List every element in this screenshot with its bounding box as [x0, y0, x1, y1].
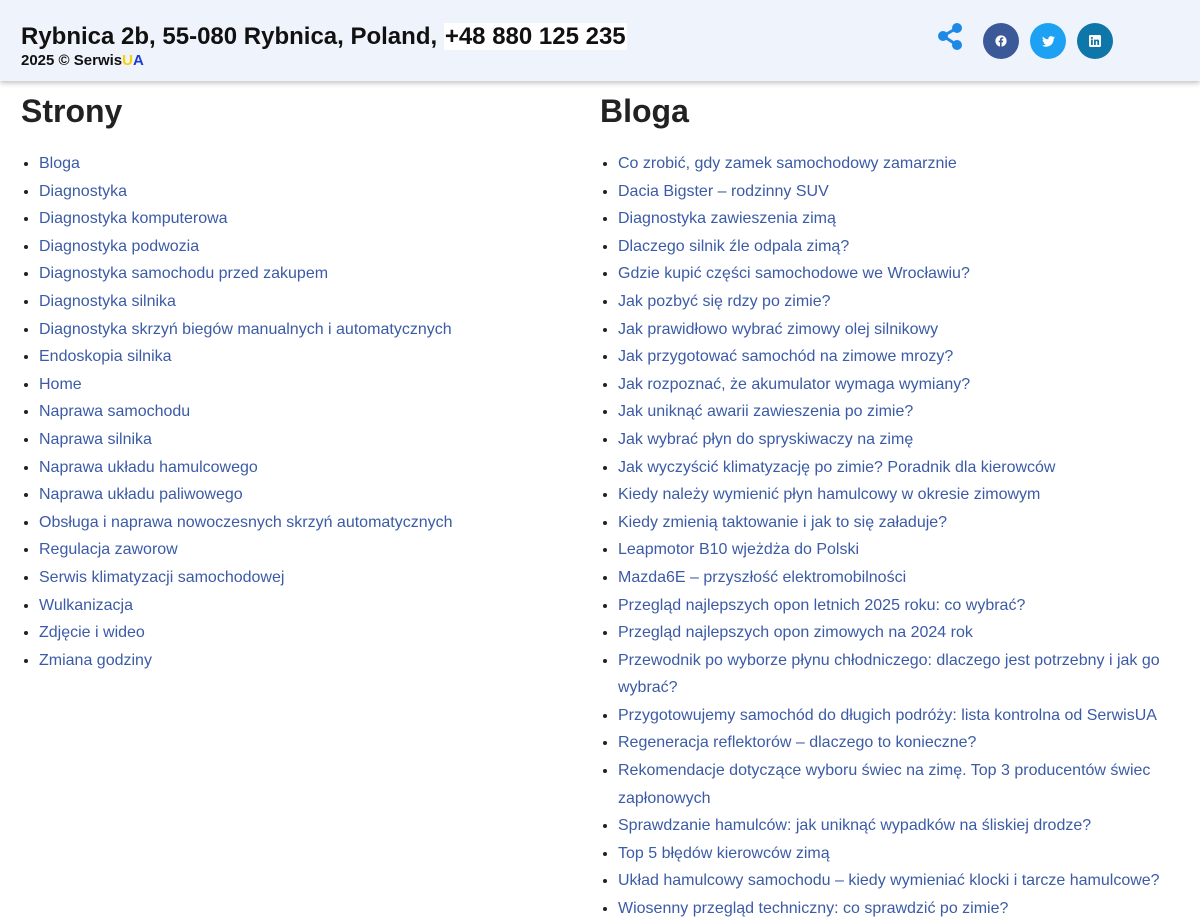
blog-post-list-item	[618, 647, 1190, 702]
blog-post-list-item	[618, 757, 1190, 812]
contact-address	[21, 23, 627, 51]
blog-post-list-item	[618, 398, 1190, 426]
page-list-item	[39, 178, 581, 206]
page-list-item	[39, 288, 581, 316]
blog-post-link[interactable]: Kiedy zmienią taktowanie i jak to się załaduje?	[618, 513, 948, 531]
blog-post-link[interactable]: Kiedy należy wymienić płyn hamulcowy w okresie zimowym	[618, 486, 1041, 504]
page-list-item	[39, 205, 581, 233]
page-link[interactable]: Bloga	[39, 155, 80, 172]
page-link[interactable]: Diagnostyka	[39, 182, 128, 200]
blog-post-list-item	[618, 895, 1190, 923]
blog-post-list-item	[618, 812, 1190, 840]
address-text: Rybnica 2b, 55-080 Rybnica, Poland,	[21, 23, 444, 50]
page-link[interactable]: Zmiana godziny	[39, 651, 152, 669]
blog-post-link[interactable]: Przegląd najlepszych opon letnich 2025 roku: co wybrać?	[618, 596, 1026, 614]
linkedin-share-button[interactable]	[1077, 23, 1113, 59]
pages-list	[21, 150, 581, 674]
blog-post-list-item	[618, 233, 1190, 261]
page-list-item	[39, 564, 581, 592]
blog-post-list-item	[618, 426, 1190, 454]
blog-post-list-item	[618, 536, 1190, 564]
pages-heading: Strony	[21, 93, 123, 129]
blog-post-link[interactable]: Jak uniknąć awarii zawieszenia po zimie?	[618, 403, 914, 421]
page-list-item	[39, 233, 581, 261]
blog-post-list-item	[618, 205, 1190, 233]
share-icon[interactable]	[937, 23, 963, 51]
page-link[interactable]: Diagnostyka samochodu przed zakupem	[39, 265, 329, 283]
blog-post-list-item	[618, 564, 1190, 592]
blog-post-list-item	[618, 316, 1190, 344]
page-link[interactable]: Regulacja zaworow	[39, 541, 178, 559]
blog-post-list-item	[618, 260, 1190, 288]
blog-post-link[interactable]: Regeneracja reflektorów – dlaczego to konieczne?	[618, 734, 977, 752]
page-link[interactable]: Endoskopia silnika	[39, 348, 172, 366]
blog-post-link[interactable]: Jak prawidłowo wybrać zimowy olej silnikowy	[618, 320, 939, 338]
blog-post-link[interactable]: Wiosenny przegląd techniczny: co sprawdzić po zimie?	[618, 900, 1009, 918]
blog-post-list-item	[618, 481, 1190, 509]
page-link[interactable]: Serwis klimatyzacji samochodowej	[39, 568, 285, 586]
blog-post-list-item	[618, 867, 1190, 895]
blog-post-list-item	[618, 178, 1190, 206]
blog-post-list-item	[618, 343, 1190, 371]
page-list-item	[39, 481, 581, 509]
blog-post-list-item	[618, 371, 1190, 399]
page-link[interactable]: Diagnostyka podwozia	[39, 237, 200, 255]
page-list-item	[39, 426, 581, 454]
page-list-item	[39, 150, 581, 178]
copyright	[21, 52, 144, 70]
blog-section	[600, 92, 1190, 923]
page-list-item	[39, 371, 581, 399]
blog-post-list-item	[618, 288, 1190, 316]
page-list-item	[39, 592, 581, 620]
blog-post-link[interactable]: Diagnostyka zawieszenia zimą	[618, 210, 836, 228]
blog-post-link[interactable]: Jak wybrać płyn do spryskiwaczy na zimę	[618, 430, 914, 448]
blog-post-link[interactable]: Top 5 błędów kierowców zimą	[618, 844, 830, 862]
page-list-item	[39, 398, 581, 426]
page-list-item	[39, 619, 581, 647]
blog-post-link[interactable]: Co zrobić, gdy zamek samochodowy zamarznie	[618, 155, 957, 172]
pages-section	[21, 92, 581, 674]
blog-post-link[interactable]: Dacia Bigster – rodzinny SUV	[618, 182, 829, 200]
site-header	[0, 0, 1200, 81]
blog-post-link[interactable]: Mazda6E – przyszłość elektromobilności	[618, 568, 907, 586]
blog-post-link[interactable]: Układ hamulcowy samochodu – kiedy wymieniać klocki i tarcze hamulcowe?	[618, 872, 1160, 890]
blog-post-list-item	[618, 454, 1190, 482]
page-link[interactable]: Zdjęcie i wideo	[39, 624, 145, 642]
blog-heading: Bloga	[600, 93, 689, 129]
blog-post-list-item	[618, 509, 1190, 537]
blog-post-link[interactable]: Jak wyczyścić klimatyzację po zimie? Poradnik dla kierowców	[618, 458, 1056, 476]
copyright-text: 2025 © Serwis	[21, 52, 123, 69]
twitter-icon	[1042, 36, 1055, 47]
page-link[interactable]: Naprawa samochodu	[39, 403, 191, 421]
blog-post-link[interactable]: Dlaczego silnik źle odpala zimą?	[618, 237, 850, 255]
brand-letter-a: A	[132, 52, 144, 69]
blog-list	[600, 150, 1190, 923]
linkedin-icon	[1089, 35, 1101, 47]
blog-post-link[interactable]: Przewodnik po wyborze płynu chłodniczego: dlaczego jest potrzebny i jak go wybrać?	[618, 651, 1160, 697]
page-list-item	[39, 316, 581, 344]
page-link[interactable]: Wulkanizacja	[39, 596, 133, 614]
blog-post-list-item	[618, 619, 1190, 647]
blog-post-link[interactable]: Przygotowujemy samochód do długich podróży: lista kontrolna od SerwisUA	[618, 706, 1157, 724]
facebook-icon	[995, 35, 1007, 47]
facebook-share-button[interactable]	[983, 23, 1019, 59]
page-link[interactable]: Naprawa układu paliwowego	[39, 486, 243, 504]
blog-post-link[interactable]: Sprawdzanie hamulców: jak uniknąć wypadków na śliskiej drodze?	[618, 817, 1092, 835]
blog-post-link[interactable]: Rekomendacje dotyczące wyboru świec na zimę. Top 3 producentów świec zapłonowych	[618, 762, 1151, 807]
blog-post-list-item	[618, 592, 1190, 620]
page-list-item	[39, 509, 581, 537]
blog-post-list-item	[618, 840, 1190, 868]
page-list-item	[39, 343, 581, 371]
page-link[interactable]: Diagnostyka komputerowa	[39, 210, 228, 228]
page-link[interactable]: Home	[39, 375, 82, 393]
page-list-item	[39, 454, 581, 482]
twitter-share-button[interactable]	[1030, 23, 1066, 59]
page-list-item	[39, 647, 581, 675]
blog-post-link[interactable]: Leapmotor B10 wjeżdża do Polski	[618, 541, 860, 559]
blog-post-list-item	[618, 150, 1190, 178]
page-link[interactable]: Naprawa silnika	[39, 430, 152, 448]
blog-post-link[interactable]: Jak przygotować samochód na zimowe mrozy?	[618, 348, 954, 366]
blog-post-link[interactable]: Gdzie kupić części samochodowe we Wrocławiu?	[618, 265, 970, 283]
blog-post-link[interactable]: Jak rozpoznać, że akumulator wymaga wymiany?	[618, 375, 971, 393]
blog-post-list-item	[618, 729, 1190, 757]
page-link[interactable]: Naprawa układu hamulcowego	[39, 458, 258, 476]
page-link[interactable]: Diagnostyka skrzyń biegów manualnych i automatycznych	[39, 320, 452, 338]
blog-post-list-item	[618, 702, 1190, 730]
phone-number[interactable]: +48 880 125 235	[444, 23, 626, 50]
page-link[interactable]: Obsługa i naprawa nowoczesnych skrzyń automatycznych	[39, 513, 453, 531]
brand-letter-u: U	[122, 52, 133, 69]
blog-post-link[interactable]: Przegląd najlepszych opon zimowych na 2024 rok	[618, 624, 973, 642]
blog-post-link[interactable]: Jak pozbyć się rdzy po zimie?	[618, 292, 831, 310]
page-list-item	[39, 260, 581, 288]
page-link[interactable]: Diagnostyka silnika	[39, 292, 176, 310]
page-list-item	[39, 536, 581, 564]
